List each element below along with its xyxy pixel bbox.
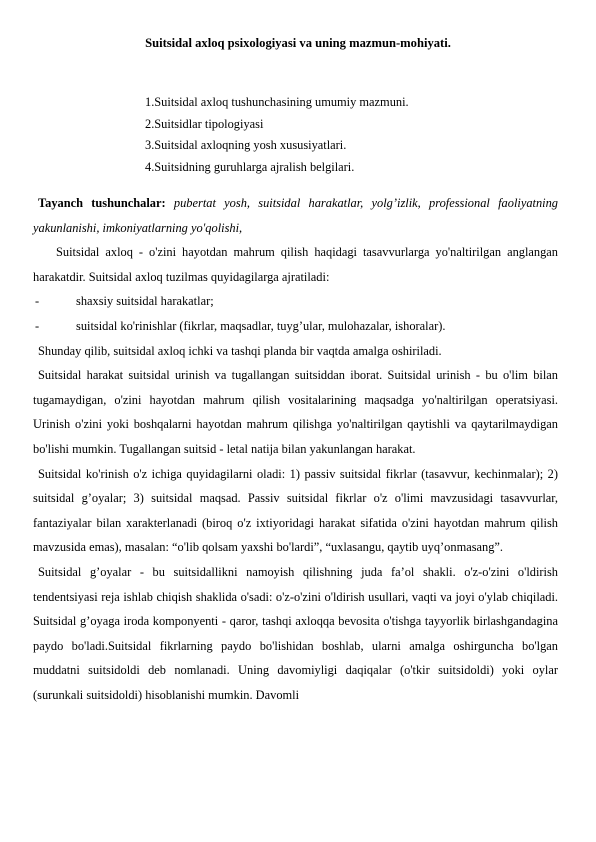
bullet-dash: - <box>35 294 40 309</box>
paragraph: Suitsidal ko'rinish o'z ichiga quyidagilarni oladi: 1) passiv suitsidal fikrlar (tasavvur, kechinmalar); 2) suitsidal g’oyalar; 3) suitsidal maqsad. Passiv suitsidal fikrlar o'z o'limi mavzusidagi tasavvurlar, fantaziyalar bilan xarakterlanadi (biroq o'z ixtiyoridagi harakat sifatida o'zini hayotdan mahrum qilish mavzusida emas), masalan: “o'lib qolsam yaxshi bo'lardi”, “uxlasangu, qaytib uyq’onmasang”. <box>33 466 558 555</box>
intro-paragraph: Suitsidal axloq - o'zini hayotdan mahrum qilish haqidagi tasavvurlarga yo'naltirilgan anglangan harakatdir. Suitsidal axloq tuzilmas quyidagilarga ajratiladi: <box>33 245 558 284</box>
topic-item: 4.Suitsidning guruhlarga ajralish belgilari. <box>145 159 355 174</box>
document-body <box>33 191 558 707</box>
keywords-text: pubertat yosh, suitsidal harakatlar, yolg’izlik, professional faoliyatning yakunlanishi, imkoniyatlarning yo'qolishi, <box>33 196 558 235</box>
paragraph: Suitsidal harakat suitsidal urinish va tugallangan suitsiddan iborat. Suitsidal urinish - bu o'lim bilan tugamaydigan, o'zini hayotdan mahrum qilish vositalarining maqsadga yo'naltirilgan operatsiyasi. Urinish o'zini yoki boshqalarni hayotdan mahrum qilishga yo'naltirilgan qaytishli va qaytarilmaydigan bo'lishi mumkin. Tugallangan suitsid - letal natija bilan yakunlangan harakat. <box>33 368 558 456</box>
list-item <box>33 289 558 314</box>
paragraph: Suitsidal g’oyalar - bu suitsidallikni namoyish qilishning juda fa’ol shakli. o'z-o'zini o'ldirish tendentsiyasi reja ishlab chiqish shaklida o'sadi: o'z-o'zini o'ldirish usullari, vaqti va joyi o'ylab chiqiladi. Suitsidal g’oyaga iroda komponyenti - qaror, tashqi axloqqa bevosita o'tishga tayyorlik birlashgandagina paydo bo'ladi.Suitsidal fikrlarning paydo bo'lishidan boshlab, ularni amalga oshirguncha bo'lgan muddatni suitsidoldi deb nomlanadi. Uning davomiyligi daqiqalar (o'tkir suitsidoldi) yoki oylar (surunkali suitsidoldi) hisoblanishi mumkin. Davomli <box>33 564 558 702</box>
keywords-paragraph <box>33 191 558 240</box>
topic-list <box>145 92 409 178</box>
topic-item: 3.Suitsidal axloqning yosh xususiyatlari. <box>145 138 347 152</box>
list-item <box>33 314 558 339</box>
paragraph: Shunday qilib, suitsidal axloq ichki va tashqi planda bir vaqtda amalga oshiriladi. <box>38 343 442 358</box>
document-title: Suitsidal axloq psixologiyasi va uning mazmun-mohiyati. <box>145 36 451 50</box>
bullet-dash: - <box>35 318 40 333</box>
topic-item: 1.Suitsidal axloq tushunchasining umumiy mazmuni. <box>145 95 409 109</box>
topic-item: 2.Suitsidlar tipologiyasi <box>145 116 264 131</box>
bullet-text: suitsidal ko'rinishlar (fikrlar, maqsadlar, tuyg’ular, mulohazalar, ishoralar). <box>76 318 446 333</box>
bullet-text: shaxsiy suitsidal harakatlar; <box>76 294 214 309</box>
keywords-label: Tayanch tushunchalar: <box>38 196 166 210</box>
